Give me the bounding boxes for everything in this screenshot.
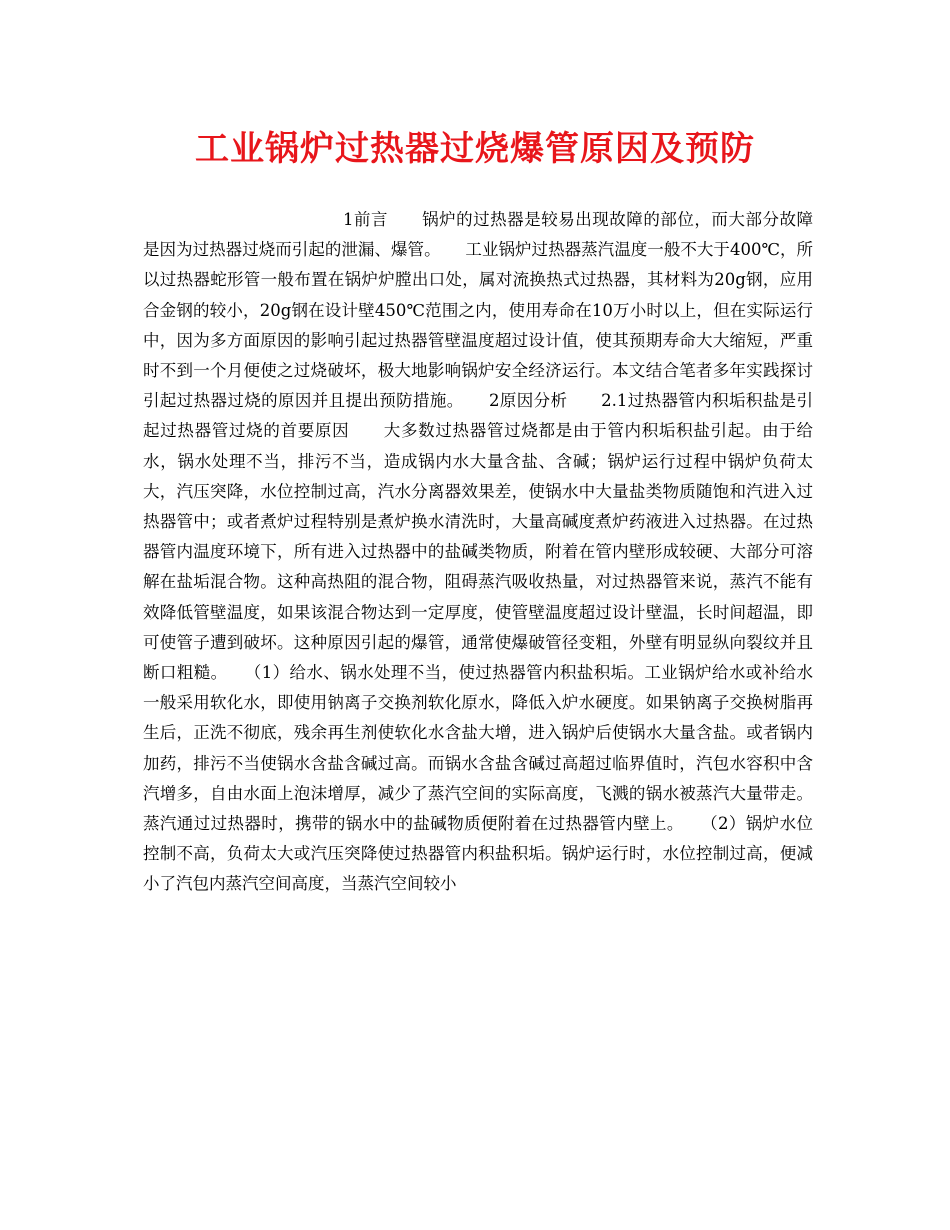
document-title: 工业锅炉过热器过烧爆管原因及预防 [195, 129, 755, 169]
document-body: 1前言 锅炉的过热器是较易出现故障的部位，而大部分故障是因为过热器过烧而引起的泄漏、爆管。 工业锅炉过热器蒸汽温度一般不大于400℃，所以过热器蛇形管一般布置在锅炉炉膛出口处，属对流换热式过热器，其材料为20g钢，应用合金钢的较小，20g钢在设计壁450℃范围之内，使用寿命在10万小时以上，但在实际运行中，因为多方面原因的影响引起过热器管壁温度超过设计值，使其预期寿命大大缩短，严重时不到一个月便使之过烧破坏，极大地影响锅炉安全经济运行。本文结合笔者多年实践探讨引起过热器过烧的原因并且提出预防措施。 2原因分析 2.1过热器管内积垢积盐是引起过热器管过烧的首要原因 大多数过热器管过烧都是由于管内积垢积盐引起。由于给水，锅水处理不当，排污不当，造成锅内水大量含盐、含碱；锅炉运行过程中锅炉负荷太大，汽压突降，水位控制过高，汽水分离器效果差，使锅水中大量盐类物质随饱和汽进入过热器管中；或者煮炉过程特别是煮炉换水清洗时，大量高碱度煮炉药液进入过热器。在过热器管内温度环境下，所有进入过热器中的盐碱类物质，附着在管内壁形成较硬、大部分可溶解在盐垢混合物。这种高热阻的混合物，阻碍蒸汽吸收热量，对过热器管来说，蒸汽不能有效降低管壁温度，如果该混合物达到一定厚度，使管壁温度超过设计壁温，长时间超温，即可使管子遭到破坏。这种原因引起的爆管，通常使爆破管径变粗，外壁有明显纵向裂纹并且断口粗糙。 （1）给水、锅水处理不当，使过热器管内积盐积垢。工业锅炉给水或补给水一般采用软化水，即使用钠离子交换剂软化原水，降低入炉水硬度。如果钠离子交换树脂再生后，正洗不彻底，残余再生剂使软化水含盐大增，进入锅炉后使锅水大量含盐。或者锅内加药，排污不当使锅水含盐含碱过高。而锅水含盐含碱过高超过临界值时，汽包水容积中含汽增多，自由水面上泡沫增厚，减少了蒸汽空间的实际高度，飞溅的锅水被蒸汽大量带走。蒸汽通过过热器时，携带的锅水中的盐碱物质便附着在过热器管内壁上。 （2）锅炉水位控制不高，负荷太大或汽压突降使过热器管内积盐积垢。锅炉运行时，水位控制过高，便减小了汽包内蒸汽空间高度，当蒸汽空间较小 [143, 210, 813, 894]
